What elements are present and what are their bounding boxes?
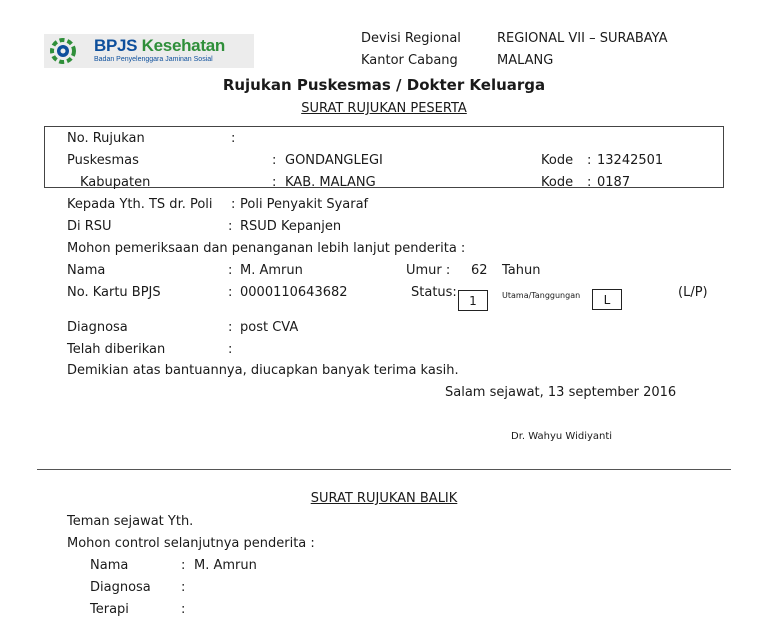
- logo-subtitle: Badan Penyelenggara Jaminan Sosial: [94, 56, 213, 63]
- divider-line: [37, 469, 731, 470]
- doctor-name: Dr. Wahyu Widiyanti: [511, 431, 613, 442]
- kantor-value: MALANG: [497, 53, 554, 68]
- balik-nama-value: M. Amrun: [194, 558, 257, 573]
- diberikan-label: Telah diberikan: [67, 342, 166, 357]
- teman-text: Teman sejawat Yth.: [67, 514, 194, 529]
- kode2-value: 0187: [597, 175, 631, 190]
- balik-nama-colon: :: [181, 558, 186, 573]
- gender-hint: (L/P): [678, 285, 708, 300]
- kode1-value: 13242501: [597, 153, 664, 168]
- kartu-colon: :: [228, 285, 233, 300]
- gender-box: L: [592, 289, 622, 310]
- kantor-label: Kantor Cabang: [361, 53, 458, 68]
- kartu-label: No. Kartu BPJS: [67, 285, 161, 300]
- no-rujukan-colon: :: [231, 131, 236, 146]
- diagnosa-value: post CVA: [240, 320, 299, 335]
- kartu-value: 0000110643682: [240, 285, 348, 300]
- nama-label: Nama: [67, 263, 106, 278]
- diberikan-colon: :: [228, 342, 233, 357]
- devisi-label: Devisi Regional: [361, 31, 461, 46]
- rsu-value: RSUD Kepanjen: [240, 219, 342, 234]
- kabupaten-colon: :: [272, 175, 277, 190]
- surat-rujukan-heading: SURAT RUJUKAN PESERTA: [301, 101, 467, 116]
- rsu-colon: :: [228, 219, 233, 234]
- balik-diagnosa-colon: :: [181, 580, 186, 595]
- thanks-text: Demikian atas bantuannya, diucapkan banyak terima kasih.: [67, 363, 459, 378]
- umur-unit: Tahun: [502, 263, 541, 278]
- balik-mohon-text: Mohon control selanjutnya penderita :: [67, 536, 315, 551]
- mohon-text: Mohon pemeriksaan dan penanganan lebih lanjut penderita :: [67, 241, 466, 256]
- balik-terapi-colon: :: [181, 602, 186, 617]
- kode1-label: Kode: [541, 153, 574, 168]
- balik-nama-label: Nama: [90, 558, 129, 573]
- diagnosa-colon: :: [228, 320, 233, 335]
- no-rujukan-label: No. Rujukan: [67, 131, 145, 146]
- status-label: Status:: [411, 285, 457, 300]
- surat-balik-heading: SURAT RUJUKAN BALIK: [310, 491, 458, 506]
- kepada-value: Poli Penyakit Syaraf: [240, 197, 369, 212]
- puskesmas-label: Puskesmas: [67, 153, 139, 168]
- page-title: Rujukan Puskesmas / Dokter Keluarga: [222, 76, 546, 94]
- balik-diagnosa-label: Diagnosa: [90, 580, 151, 595]
- kepada-label: Kepada Yth. TS dr. Poli: [67, 197, 213, 212]
- umur-label: Umur :: [406, 263, 451, 278]
- logo-name: BPJS Kesehatan: [94, 36, 225, 55]
- diagnosa-label: Diagnosa: [67, 320, 128, 335]
- kode2-label: Kode: [541, 175, 574, 190]
- puskesmas-colon: :: [272, 153, 277, 168]
- kepada-colon: :: [231, 197, 236, 212]
- rsu-label: Di RSU: [67, 219, 112, 234]
- devisi-value: REGIONAL VII – SURABAYA: [497, 31, 668, 46]
- balik-terapi-label: Terapi: [90, 602, 129, 617]
- puskesmas-value: GONDANGLEGI: [285, 153, 383, 168]
- nama-value: M. Amrun: [240, 263, 303, 278]
- nama-colon: :: [228, 263, 233, 278]
- bpjs-logo-icon: [48, 37, 78, 65]
- kabupaten-label: Kabupaten: [80, 175, 151, 190]
- kode1-colon: :: [587, 153, 592, 168]
- umur-value: 62: [471, 263, 488, 278]
- kode2-colon: :: [587, 175, 592, 190]
- bpjs-logo: [44, 34, 254, 68]
- salam-text: Salam sejawat, 13 september 2016: [445, 385, 677, 400]
- kabupaten-value: KAB. MALANG: [285, 175, 376, 190]
- status-desc: Utama/Tanggungan: [502, 291, 581, 300]
- status-box: 1: [458, 290, 488, 311]
